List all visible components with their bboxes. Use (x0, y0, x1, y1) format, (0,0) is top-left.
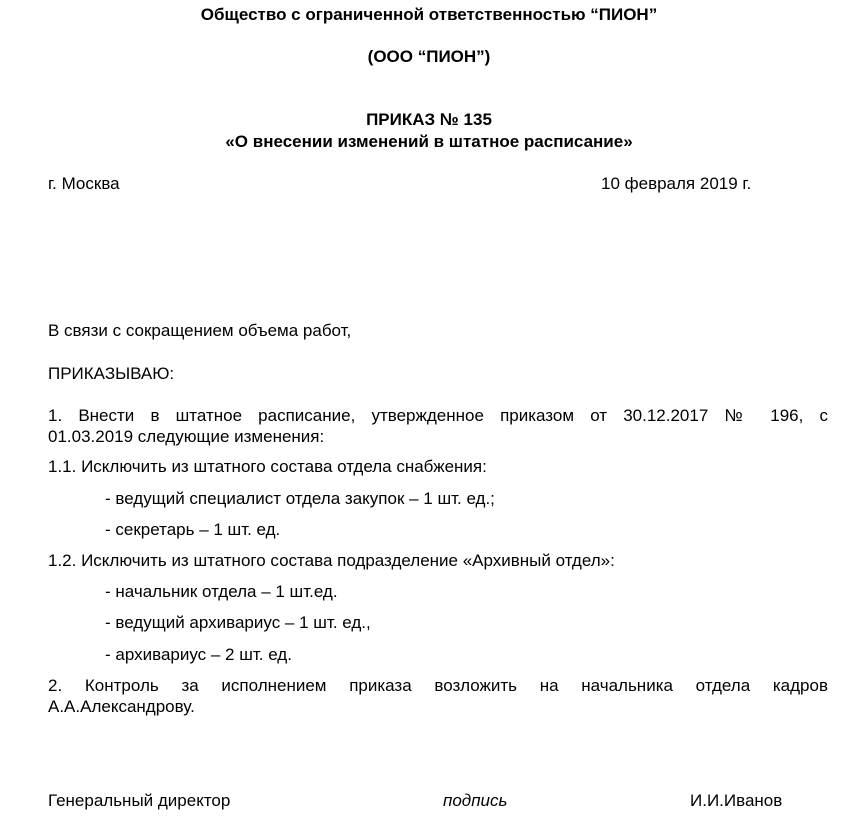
item-1-1: 1.1. Исключить из штатного состава отдела снабжения: (48, 457, 487, 476)
org-full-name: Общество с ограниченной ответственностью “ПИОН” (200, 5, 658, 24)
item-1-line-2: 01.03.2019 следующие изменения: (48, 427, 325, 446)
item-2-line-1: 2. Контроль за исполнением приказа возложить на начальника отдела кадров (48, 676, 828, 695)
preamble: В связи с сокращением объема работ, (48, 321, 352, 340)
order-subject: «О внесении изменений в штатное расписание» (225, 132, 633, 151)
order-word: ПРИКАЗЫВАЮ: (48, 364, 175, 383)
signatory-position: Генеральный директор (48, 791, 231, 810)
list-item: - ведущий специалист отдела закупок – 1 шт. ед.; (105, 489, 495, 508)
list-item: - секретарь – 1 шт. ед. (105, 520, 281, 539)
signature-placeholder: подпись (443, 791, 508, 810)
signatory-name: И.И.Иванов (690, 791, 783, 810)
list-item: - начальник отдела – 1 шт.ед. (105, 582, 338, 601)
item-1-line-1: 1. Внести в штатное расписание, утвержденное приказом от 30.12.2017 № 196, с (48, 406, 828, 425)
city: г. Москва (48, 174, 120, 193)
item-2-line-2: А.А.Александрову. (48, 697, 195, 716)
item-1-2: 1.2. Исключить из штатного состава подразделение «Архивный отдел»: (48, 551, 615, 570)
org-short-name: (ООО “ПИОН”) (367, 47, 491, 66)
list-item: - архивариус – 2 шт. ед. (105, 645, 292, 664)
order-date: 10 февраля 2019 г. (601, 174, 752, 193)
order-number: ПРИКАЗ № 135 (366, 110, 492, 129)
list-item: - ведущий архивариус – 1 шт. ед., (105, 613, 371, 632)
